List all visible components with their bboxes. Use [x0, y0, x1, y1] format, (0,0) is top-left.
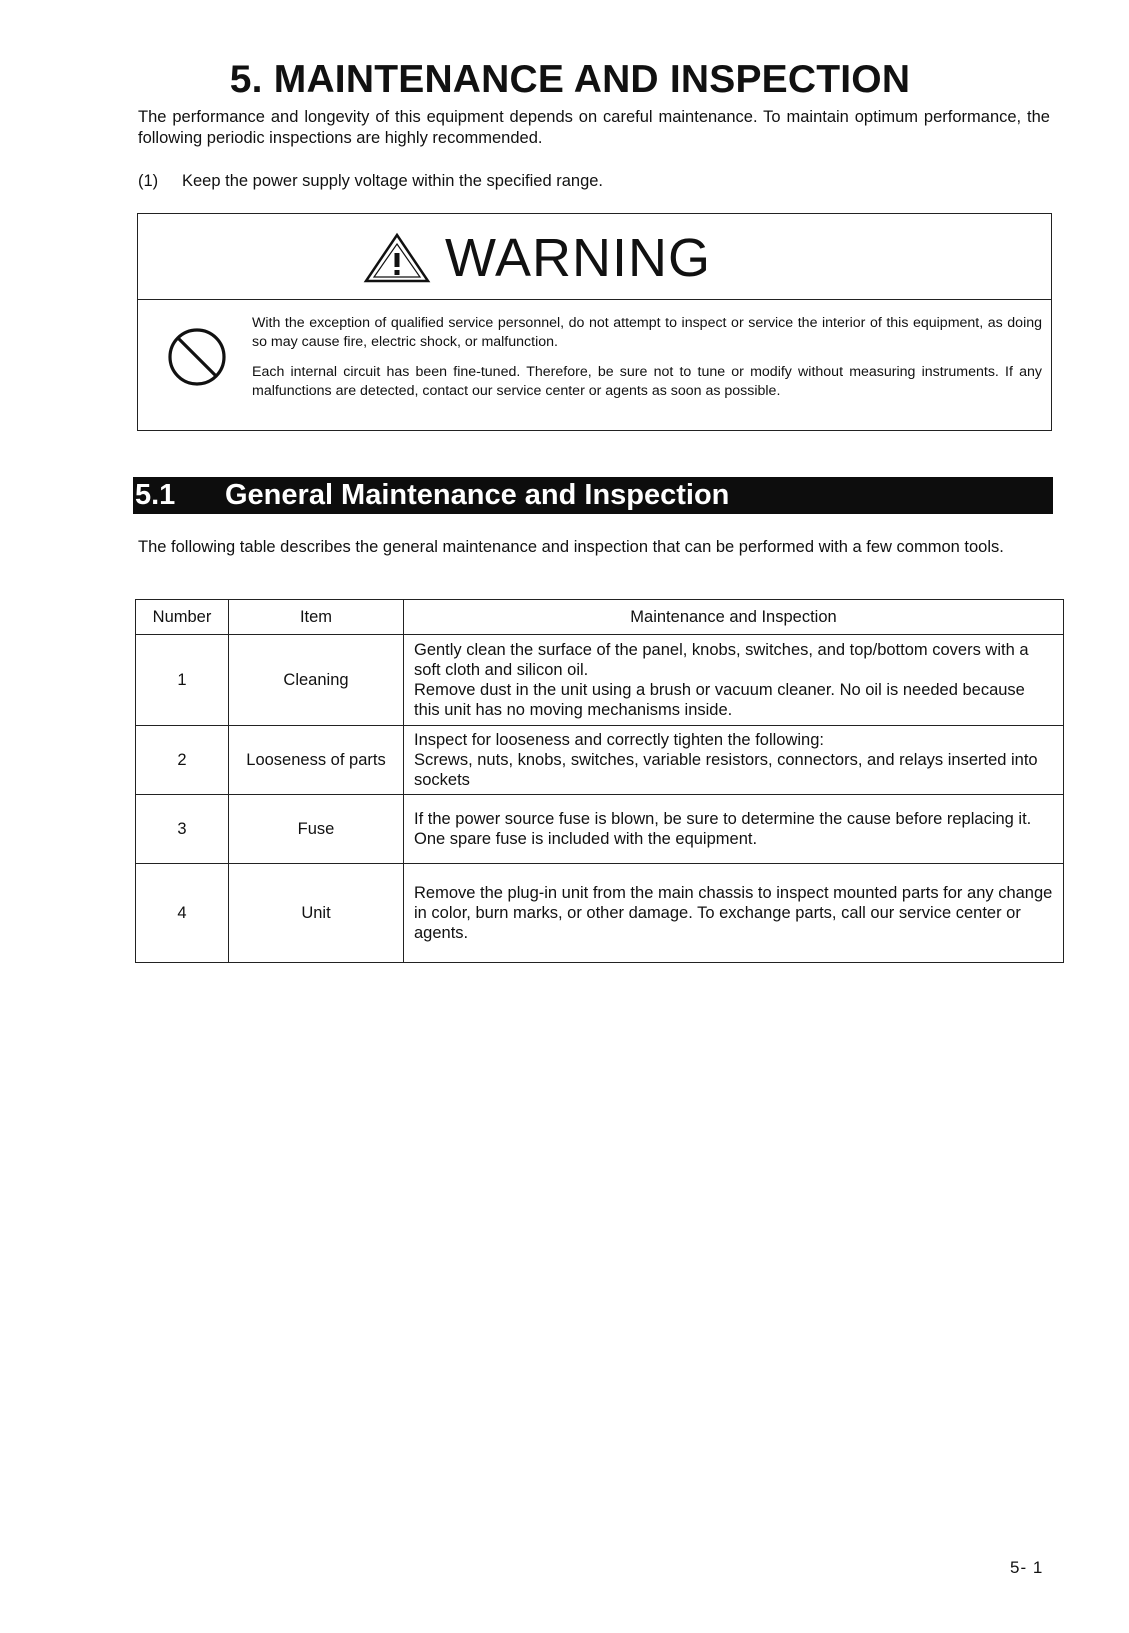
chapter-title: 5. MAINTENANCE AND INSPECTION	[229, 58, 911, 101]
row-item: Cleaning	[229, 635, 404, 726]
step-text: Keep the power supply voltage within the specified range.	[182, 172, 604, 190]
warning-body	[252, 314, 1042, 412]
section-title: General Maintenance and Inspection	[225, 479, 730, 511]
warning-title: WARNING	[445, 228, 711, 288]
prohibited-icon	[166, 326, 228, 388]
row-item: Unit	[229, 864, 404, 963]
step-1	[138, 171, 1038, 192]
table-row	[136, 726, 1064, 795]
row-description: Inspect for looseness and correctly tighten the following: Screws, nuts, knobs, switches, variable resistors, connectors, and relays inserted into sockets	[404, 726, 1064, 795]
page-number: 5- 1	[1010, 1558, 1044, 1577]
row-number: 2	[136, 726, 229, 795]
warning-paragraph: Each internal circuit has been fine-tuned. Therefore, be sure not to tune or modify without measuring instruments. If any malfunctions are detected, contact our service center or agents as soon as possible.	[252, 364, 1042, 399]
maintenance-table	[135, 599, 1064, 963]
table-row	[136, 864, 1064, 963]
warning-header	[138, 214, 1051, 300]
section-number: 5.1	[135, 479, 176, 511]
row-item: Fuse	[229, 795, 404, 864]
table-row	[136, 635, 1064, 726]
warning-triangle-icon	[363, 232, 431, 284]
intro-paragraph: The performance and longevity of this equipment depends on careful maintenance. To maintain optimum performance, the following periodic inspections are highly recommended.	[138, 108, 1050, 147]
section-description: The following table describes the general maintenance and inspection that can be performed with a few common tools.	[138, 538, 1004, 556]
row-number: 4	[136, 864, 229, 963]
row-number: 3	[136, 795, 229, 864]
header-maintenance: Maintenance and Inspection	[404, 600, 1064, 635]
table-header-row	[136, 600, 1064, 635]
table-row	[136, 795, 1064, 864]
header-number: Number	[136, 600, 229, 635]
step-number: (1)	[138, 172, 159, 190]
header-item: Item	[229, 600, 404, 635]
row-description: Remove the plug-in unit from the main chassis to inspect mounted parts for any change in color, burn marks, or other damage. To exchange parts, call our service center or agents.	[404, 864, 1064, 963]
row-description: If the power source fuse is blown, be sure to determine the cause before replacing it. One spare fuse is included with the equipment.	[404, 795, 1064, 864]
row-item: Looseness of parts	[229, 726, 404, 795]
row-number: 1	[136, 635, 229, 726]
row-description: Gently clean the surface of the panel, knobs, switches, and top/bottom covers with a soft cloth and silicon oil. Remove dust in the unit using a brush or vacuum cleaner. No oil is needed because this unit has no moving mechanisms inside.	[404, 635, 1064, 726]
warning-box	[137, 213, 1052, 431]
warning-paragraph: With the exception of qualified service personnel, do not attempt to inspect or service the interior of this equipment, as doing so may cause fire, electric shock, or malfunction.	[252, 315, 1042, 350]
section-heading	[133, 477, 1053, 514]
